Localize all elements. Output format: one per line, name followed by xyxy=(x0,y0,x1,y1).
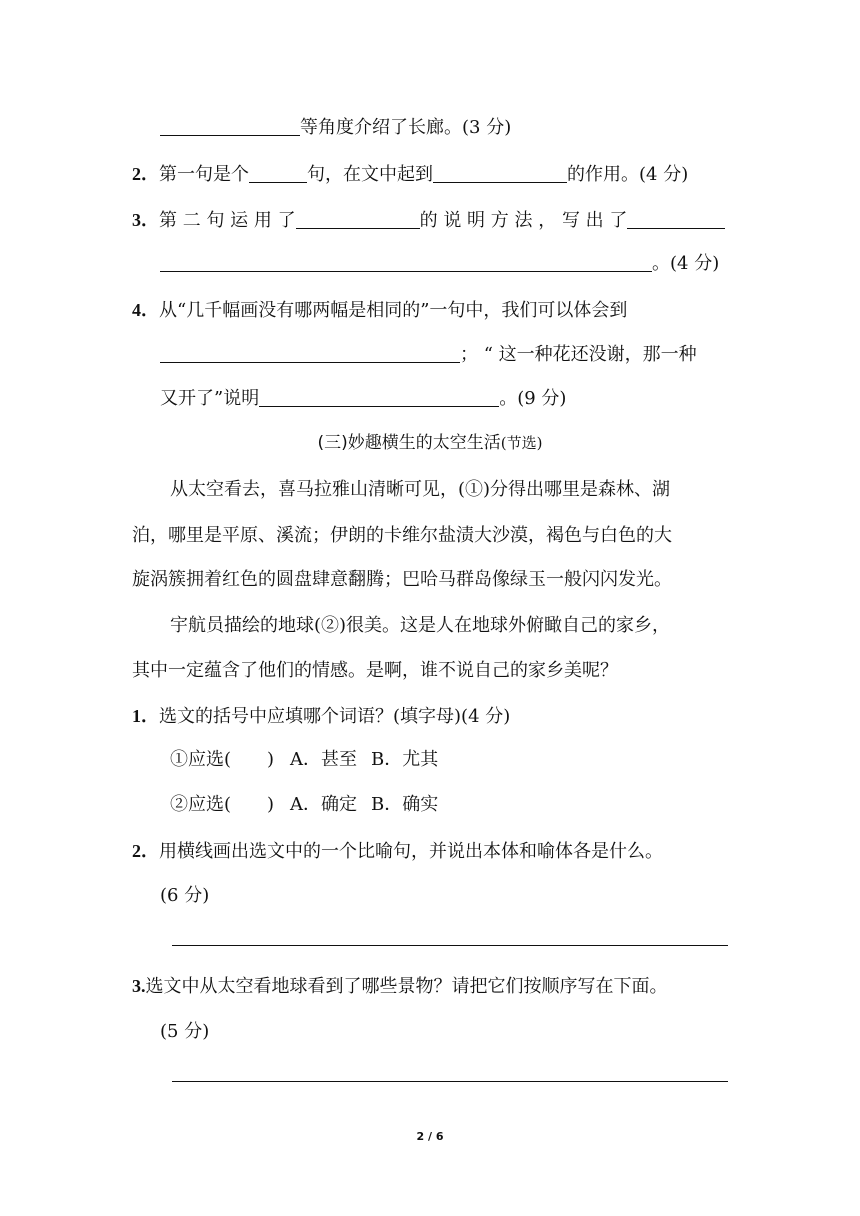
passage-line: 从太空看去，喜马拉雅山清晰可见，(①)分得出哪里是森林、湖 xyxy=(170,479,671,500)
question-4-line-3: 又开了”说明 。(9 分) xyxy=(160,388,567,409)
s3-question-3: 3.选文中从太空看地球看到了哪些景物？请把它们按顺序写在下面。 xyxy=(132,976,668,997)
s3-question-1-choice-1 xyxy=(170,748,438,772)
answer-blank[interactable] xyxy=(433,164,567,183)
s3-question-1: 1．选文的括号中应填哪个词语？(填字母)(4 分) xyxy=(132,706,511,727)
passage-line: 泊，哪里是平原、溪流；伊朗的卡维尔盐渍大沙漠，褐色与白色的大 xyxy=(132,525,672,546)
answer-blank[interactable] xyxy=(160,117,300,136)
choice-label[interactable]: ①应选( ) xyxy=(170,749,275,770)
s3-question-2-score: (6 分) xyxy=(160,885,210,906)
option-b: B．尤其 xyxy=(371,749,439,770)
question-3-line-2: 。(4 分) xyxy=(160,252,719,276)
answer-line[interactable] xyxy=(172,1081,728,1082)
answer-blank[interactable] xyxy=(249,164,307,183)
passage-line: 其中一定蕴含了他们的情感。是啊，谁不说自己的家乡美呢？ xyxy=(132,660,618,681)
answer-blank[interactable] xyxy=(296,210,420,229)
passage-line: 宇航员描绘的地球(②)很美。这是人在地球外俯瞰自己的家乡， xyxy=(170,615,671,636)
section-title: (三)妙趣横生的太空生活(节选) xyxy=(317,433,543,453)
answer-blank[interactable] xyxy=(627,210,725,229)
page-number: 2 / 6 xyxy=(416,1130,444,1143)
answer-blank[interactable] xyxy=(160,344,460,363)
question-3: 3．第 二 句 运 用 了 的 说 明 方 法 ， 写 出 了 xyxy=(132,208,725,233)
s3-question-1-choice-2 xyxy=(170,793,438,817)
question-4: 4．从“几千幅画没有哪两幅是相同的”一句中，我们可以体会到 xyxy=(132,300,628,321)
answer-line[interactable] xyxy=(172,945,728,946)
s3-question-2: 2．用横线画出选文中的一个比喻句，并说出本体和喻体各是什么。 xyxy=(132,841,663,862)
question-4-line-2: ； “ 这一种花还没谢，那一种 xyxy=(160,343,697,367)
choice-label[interactable]: ②应选( ) xyxy=(170,794,275,815)
passage-line: 旋涡簇拥着红色的圆盘肆意翻腾；巴哈马群岛像绿玉一般闪闪发光。 xyxy=(132,569,672,590)
option-a: A．甚至 xyxy=(290,749,358,770)
q1-continuation: 等角度介绍了长廊。(3 分) xyxy=(160,116,511,140)
option-a: A．确定 xyxy=(290,794,358,815)
s3-question-3-score: (5 分) xyxy=(160,1021,210,1042)
answer-blank[interactable] xyxy=(160,253,652,272)
answer-blank[interactable] xyxy=(259,388,499,407)
question-2: 2．第一句是个 句，在文中起到 的作用。(4 分) xyxy=(132,164,689,185)
option-b: B．确实 xyxy=(371,794,439,815)
